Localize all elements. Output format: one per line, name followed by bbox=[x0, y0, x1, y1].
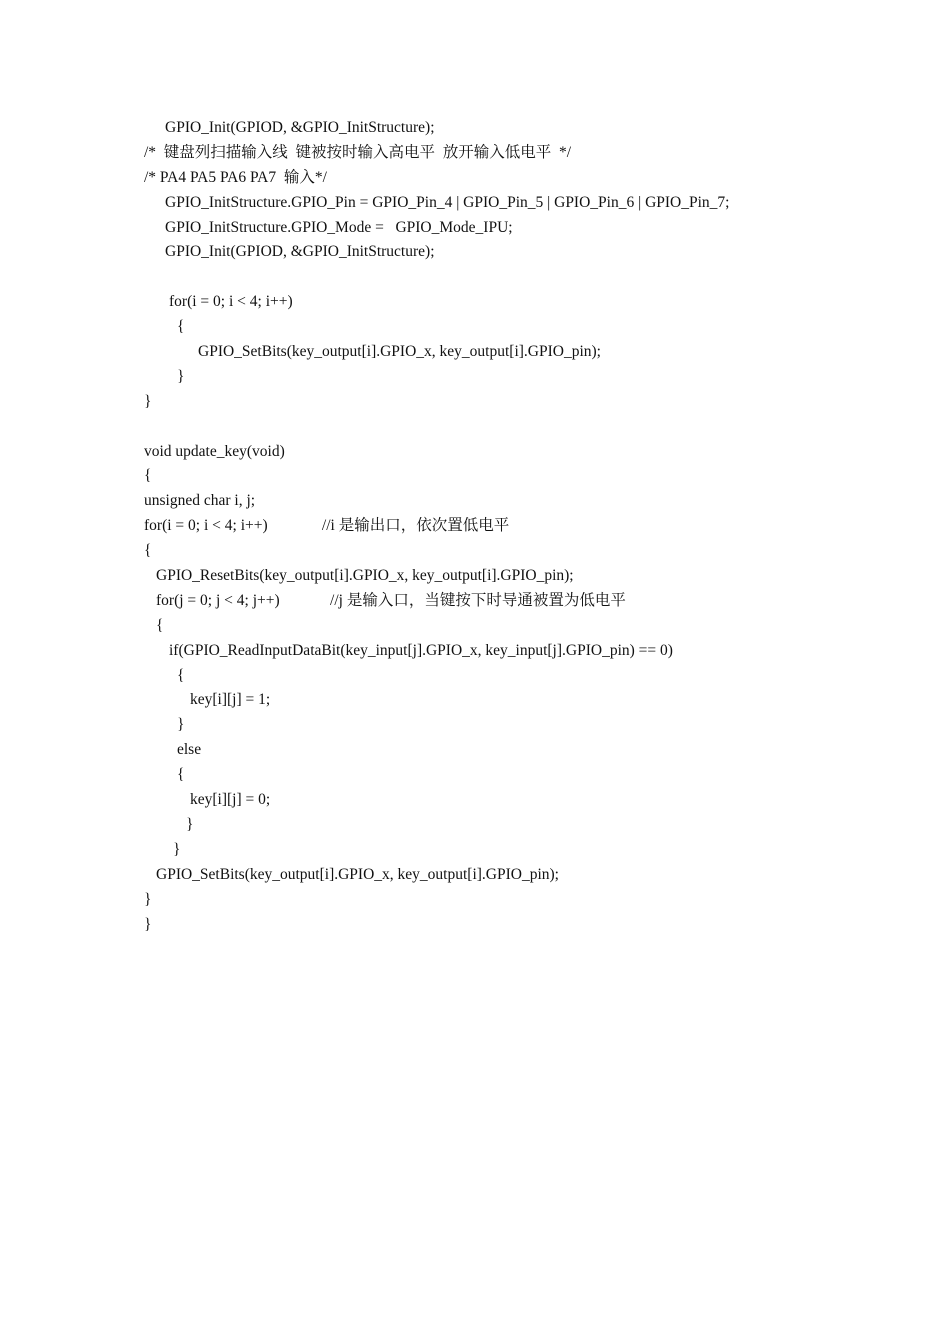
code-line: GPIO_InitStructure.GPIO_Pin = GPIO_Pin_4 | GPIO_Pin_5 | GPIO_Pin_6 | GPIO_Pin_7; bbox=[165, 193, 730, 211]
code-line: for(i = 0; i < 4; i++) bbox=[169, 293, 293, 311]
code-line: } bbox=[144, 392, 152, 410]
code-line: GPIO_SetBits(key_output[i].GPIO_x, key_output[i].GPIO_pin); bbox=[198, 343, 601, 361]
code-line: } bbox=[173, 840, 181, 858]
code-line: { bbox=[177, 666, 185, 684]
code-line: for(i = 0; i < 4; i++) //i 是输出口，依次置低电平 bbox=[144, 517, 510, 535]
code-line: } bbox=[177, 716, 185, 734]
code-line: GPIO_Init(GPIOD, &GPIO_InitStructure); bbox=[165, 119, 435, 136]
code-line: unsigned char i, j; bbox=[144, 492, 256, 510]
code-line: void update_key(void) bbox=[144, 442, 285, 460]
code-line: GPIO_InitStructure.GPIO_Mode = GPIO_Mode_IPU; bbox=[165, 218, 513, 236]
code-line: else bbox=[177, 741, 202, 759]
code-line: GPIO_SetBits(key_output[i].GPIO_x, key_output[i].GPIO_pin); bbox=[156, 865, 559, 883]
code-line: /* PA4 PA5 PA6 PA7 输入*/ bbox=[144, 168, 327, 186]
code-line: for(j = 0; j < 4; j++) //j 是输入口，当键按下时导通被置为低电平 bbox=[156, 591, 626, 609]
code-line bbox=[0, 265, 950, 290]
code-line: } bbox=[177, 367, 185, 385]
code-line: } bbox=[144, 890, 152, 908]
code-line: { bbox=[177, 766, 185, 784]
code-line: } bbox=[144, 915, 152, 933]
code-line: { bbox=[144, 467, 152, 485]
code-line: GPIO_ResetBits(key_output[i].GPIO_x, key_output[i].GPIO_pin); bbox=[156, 567, 574, 585]
code-line: /* 键盘列扫描输入线 键被按时输入高电平 放开输入低电平 */ bbox=[144, 143, 572, 161]
code-line bbox=[0, 415, 950, 440]
code-line: } bbox=[186, 815, 194, 833]
code-listing bbox=[0, 116, 950, 937]
code-line: GPIO_Init(GPIOD, &GPIO_InitStructure); bbox=[165, 243, 435, 261]
code-line: key[i][j] = 0; bbox=[190, 791, 271, 809]
code-line: { bbox=[156, 616, 164, 634]
code-line: { bbox=[177, 318, 185, 336]
code-line: if(GPIO_ReadInputDataBit(key_input[j].GPIO_x, key_input[j].GPIO_pin) == 0) bbox=[169, 641, 673, 659]
code-line: { bbox=[144, 542, 152, 560]
code-line: key[i][j] = 1; bbox=[190, 691, 271, 709]
